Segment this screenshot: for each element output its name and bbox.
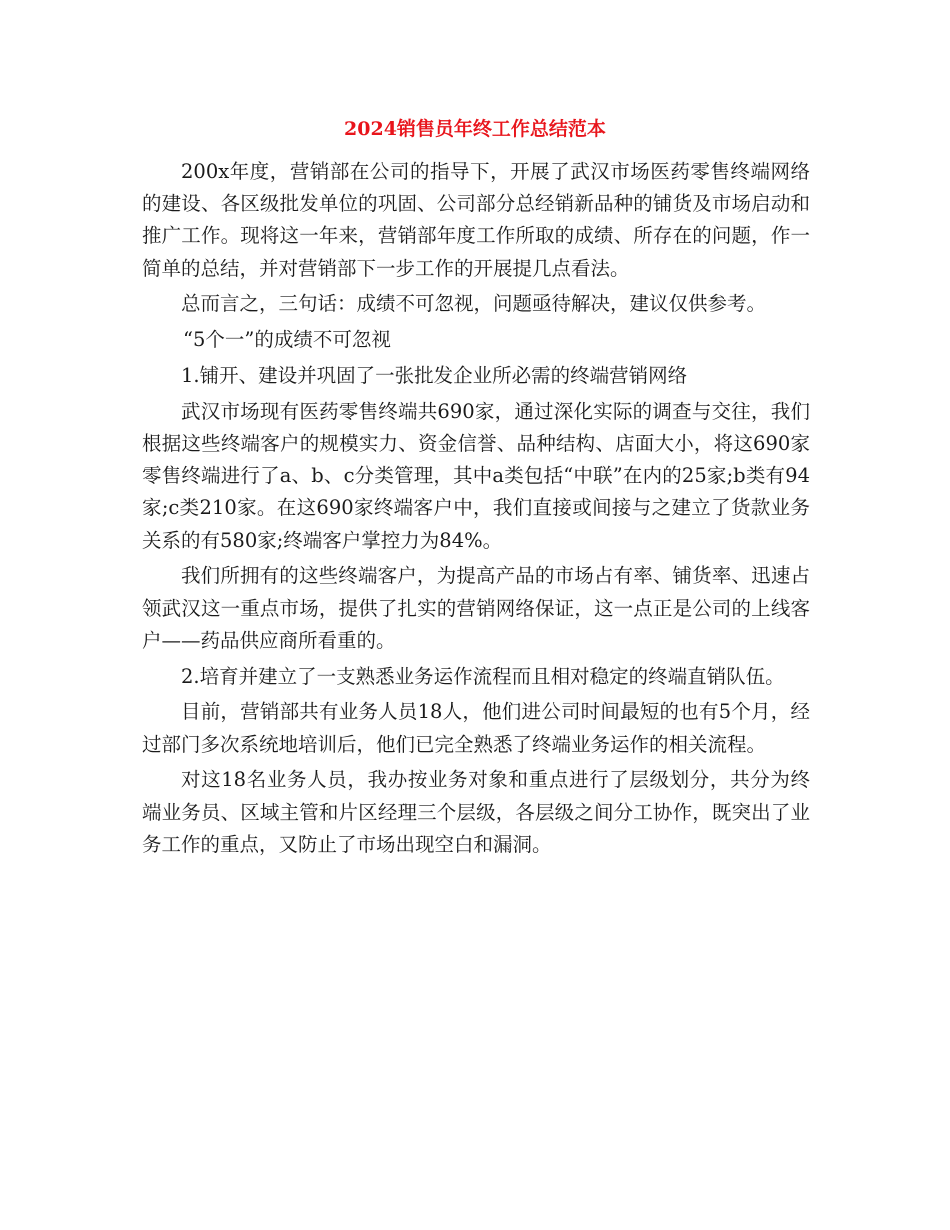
paragraph-customers: 我们所拥有的这些终端客户，为提高产品的市场占有率、铺货率、迅速占领武汉这一重点市场，提供了扎实的营销网络保证，这一点正是公司的上线客户——药品供应商所看重的。 — [142, 564, 810, 652]
paragraph-levels: 对这18名业务人员，我办按业务对象和重点进行了层级划分，共分为终端业务员、区域主管和片区经理三个层级，各层级之间分工协作，既突出了业务工作的重点，又防止了市场出现空白和漏洞。 — [142, 768, 810, 856]
document-body — [142, 156, 810, 865]
paragraph-network: 武汉市场现有医药零售终端共690家，通过深化实际的调查与交往，我们根据这些终端客户的规模实力、资金信誉、品种结构、店面大小，将这690家零售终端进行了a、b、c分类管理，其中a类包括“中联”在内的25家;b类有94家;c类210家。在这690家终端客户中，我们直接或间接与之建立了货款业务关系的有580家;终端客户掌控力为84%。 — [142, 399, 810, 552]
paragraph-staff: 目前，营销部共有业务人员18人，他们进公司时间最短的也有5个月，经过部门多次系统地培训后，他们已完全熟悉了终端业务运作的相关流程。 — [142, 700, 810, 756]
document-title: 2024销售员年终工作总结范本 — [344, 118, 606, 140]
paragraph-summary: 总而言之，三句话：成绩不可忽视，问题亟待解决，建议仅供参考。 — [181, 292, 767, 316]
section-heading: “5个一”的成绩不可忽视 — [183, 328, 391, 352]
paragraph-intro: 200x年度，营销部在公司的指导下，开展了武汉市场医药零售终端网络的建设、各区级批发单位的巩固、公司部分总经销新品种的铺货及市场启动和推广工作。现将这一年来，营销部年度工作所取的成绩、所存在的问题，作一简单的总结，并对营销部下一步工作的开展提几点看法。 — [142, 160, 810, 280]
subheading-2: 2.培育并建立了一支熟悉业务运作流程而且相对稳定的终端直销队伍。 — [181, 664, 785, 688]
subheading-1: 1.铺开、建设并巩固了一张批发企业所必需的终端营销网络 — [181, 364, 688, 387]
